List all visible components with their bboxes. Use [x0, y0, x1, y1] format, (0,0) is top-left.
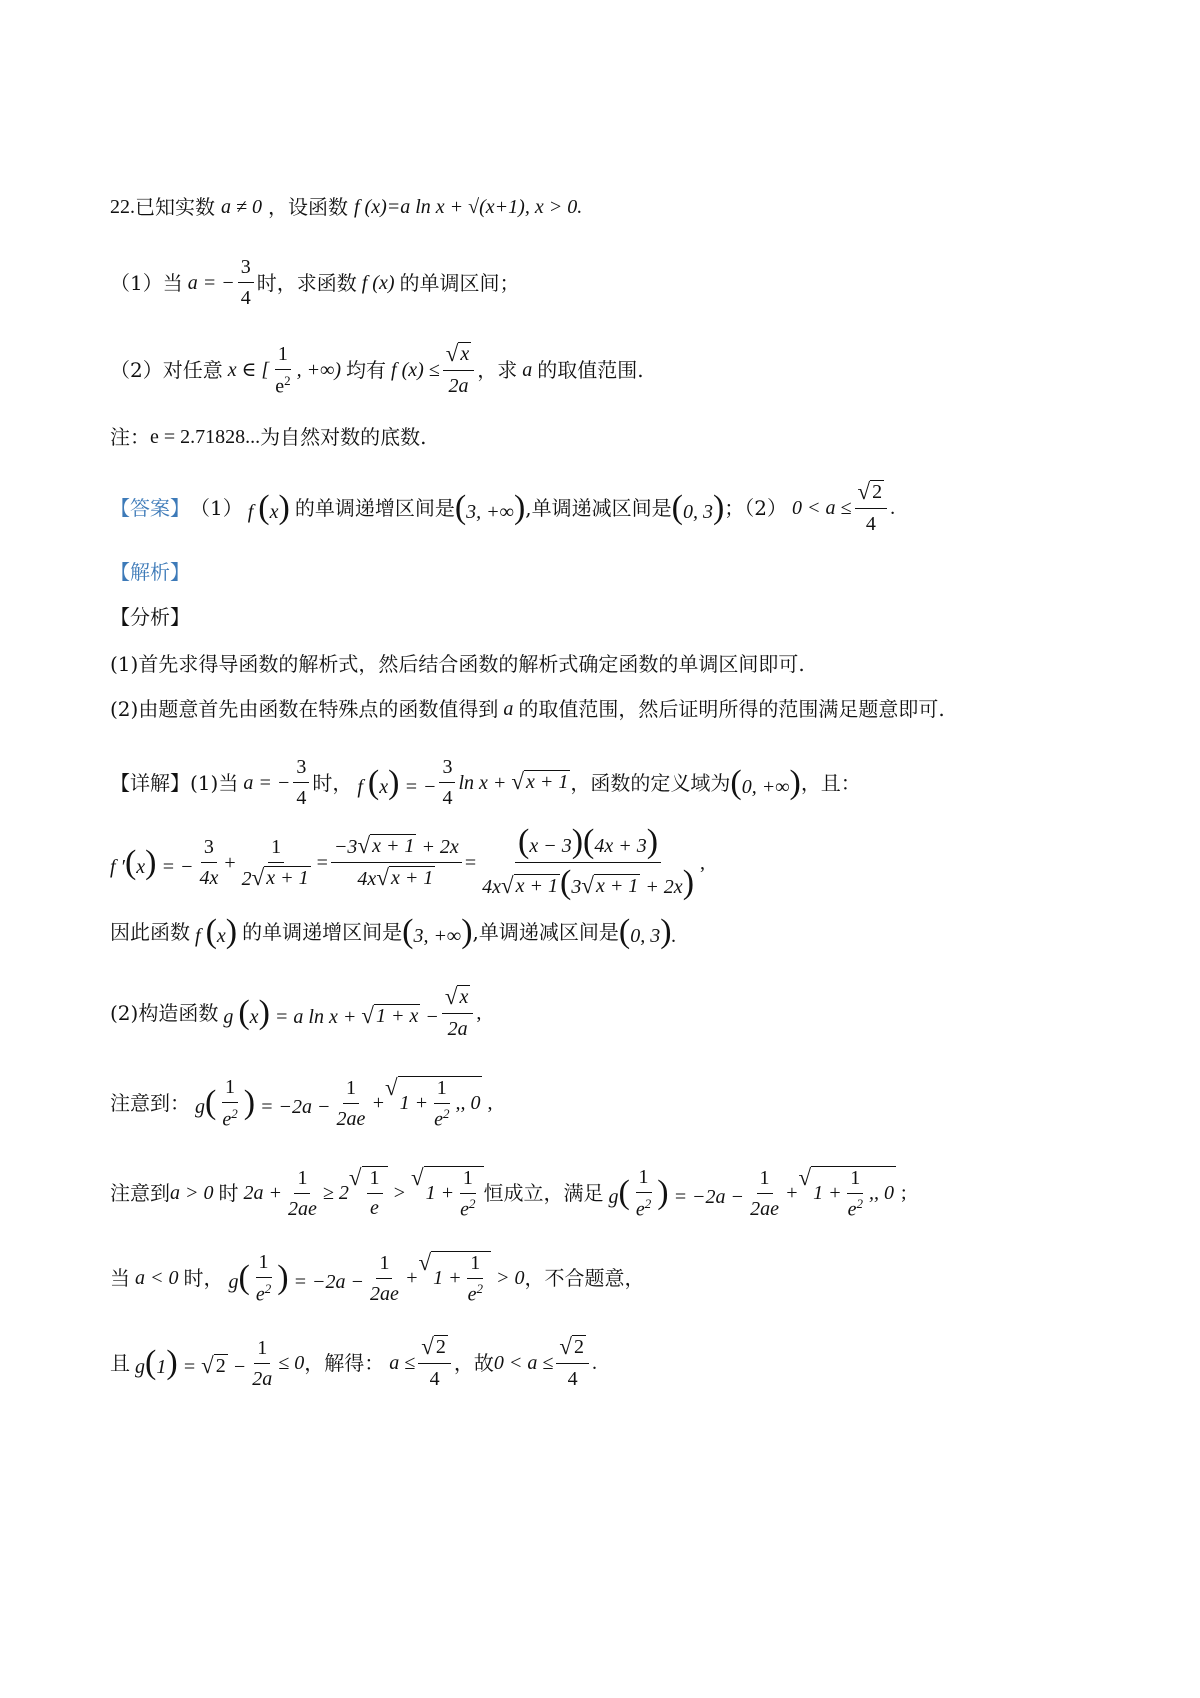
- stem-text: 已知实数: [135, 195, 215, 219]
- detail-l3-b: 的单调递增区间是: [242, 920, 403, 944]
- detail-line6: 注意到 a > 0 时 2a + $\frac{1}{2ae}$ ≥ 2 √ $\frac{1}{e}$ > √ 1 + $\frac{1}{e^2}$ 恒成立，满足 g( $\frac{1}{e^2}$ ) = −2a − $\frac{1}{2ae}$ + √ 1 + $\frac{1}{e^2}$ ,, 0 ;: [110, 1164, 907, 1221]
- detail-line4: (2)构造函数 g (x) = a ln x + √ 1 + x − √ x 2a ,: [110, 984, 482, 1040]
- analysis-line2-a: (2)由题意首先由函数在特殊点的函数值得到: [110, 697, 499, 721]
- note-text: 为自然对数的底数.: [260, 425, 427, 449]
- detail-l8-c: ，故: [453, 1351, 494, 1375]
- detail-l7-c: ，不合题意，: [524, 1266, 645, 1291]
- stem-cond: a ≠ 0: [221, 196, 262, 218]
- derivative: f ′(x) = − $\frac{3}{4x}$ + 1 2 √ x + 1 = −3 √ x + 1 + 2x 4x √ x + 1 = (x − 3)(4x + 3) 4x √ x + 1 (3 √ x + 1 + 2x) ,: [110, 823, 706, 901]
- part1: [110, 255, 1140, 310]
- g6-sqrt2: √ 1 + $\frac{1}{e^2}$: [411, 1166, 484, 1222]
- analysis-line2-b: 的取值范围，然后证明所得的范围满足题意即可.: [518, 697, 945, 721]
- detail-l1-b: 时，: [312, 770, 353, 795]
- d-fx: f (x) = −: [352, 763, 437, 801]
- e-value: e = 2.71828...: [150, 426, 261, 448]
- g6-frac2: $\frac{1}{e^2}$: [635, 1166, 652, 1221]
- gx-def: g (x) = a ln x + √ 1 + x −: [218, 994, 439, 1031]
- analysis-line1-text: (1)首先求得导函数的解析式，然后结合函数的解析式确定函数的单调区间即可.: [110, 652, 805, 676]
- detail-l1-d: ，且：: [800, 770, 861, 795]
- detail-l3-c: ,单调递减区间是: [472, 920, 619, 944]
- der-frac1: $\frac{3}{4x}$: [199, 836, 219, 889]
- period: .: [890, 497, 896, 519]
- f-le: f (x) ≤: [386, 359, 440, 382]
- part2-label: （2）对任意: [110, 358, 223, 383]
- d-frac-3-4: $\frac{3}{4}$: [293, 755, 309, 810]
- answer-label: 【答案】: [110, 496, 190, 520]
- part2-mid: 均有: [346, 358, 387, 383]
- interval-inc: (3, +∞): [454, 489, 526, 526]
- detail-line3: [110, 915, 1140, 949]
- note: [110, 425, 1140, 449]
- detail-l6-c: 恒成立，满足: [483, 1181, 604, 1206]
- g6-sqrt1: √ $\frac{1}{e}$: [349, 1166, 388, 1220]
- answer-p2: ；（2）: [724, 496, 788, 520]
- analysis-sub: [110, 605, 1140, 629]
- g6-frac3: $\frac{1}{2ae}$: [750, 1166, 779, 1220]
- g-frac: √ x 2a: [442, 985, 474, 1041]
- detail-l1-c: ，函数的定义域为: [570, 770, 731, 795]
- part1-text: 时，求函数: [256, 270, 357, 295]
- der-frac3: −3 √ x + 1 + 2x 4x √ x + 1: [331, 834, 462, 891]
- d-a: a = −: [238, 771, 291, 794]
- g7-frac1: $\frac{1}{e^2}$: [255, 1251, 272, 1306]
- part2: [110, 342, 1140, 399]
- g8-frac2: √ 2 4: [418, 1335, 451, 1391]
- problem-stem: [110, 195, 1140, 219]
- detail-line5: 注意到： g( $\frac{1}{e^2}$ ) = −2a − $\frac{1}{2ae}$ + √ 1 + $\frac{1}{e^2}$ ,, 0 ,: [110, 1074, 493, 1131]
- detail-l6-a: 注意到: [110, 1181, 170, 1206]
- detail-l7-a: 当: [110, 1266, 130, 1291]
- fraction-sqrtx-2a: √ x 2a: [443, 342, 475, 398]
- detail-l3-a: 因此函数: [110, 920, 190, 944]
- detail-line7: 当 a < 0 时， g( $\frac{1}{e^2}$ ) = −2a − $\frac{1}{2ae}$ + √ 1 + $\frac{1}{e^2}$ > 0 ，不合题意，: [110, 1249, 645, 1306]
- a-var2: a: [498, 698, 519, 720]
- fraction-sqrt2-4: √ 2 4: [855, 480, 888, 536]
- detail-l1-a: (1)当: [190, 770, 239, 795]
- x-in: x ∈ [: [222, 359, 270, 382]
- der-frac2: 1 2 √ x + 1: [241, 835, 309, 890]
- stem-func: f (x)=a ln x + √(x+1), x > 0.: [353, 196, 583, 218]
- problem-number: 22.: [110, 196, 135, 218]
- d3-inc: (3, +∞): [402, 913, 473, 950]
- analysis-sub-text: 【分析】: [110, 605, 190, 629]
- d3-dec: (0, 3).: [618, 913, 677, 950]
- analysis-label-text: 【解析】: [110, 560, 190, 584]
- d-frac-3-4b: $\frac{3}{4}$: [439, 755, 455, 810]
- d-domain: (0, +∞): [730, 763, 801, 801]
- answer-p1: （1）: [190, 496, 243, 520]
- analysis-line2: [110, 697, 1140, 721]
- g5-frac: $\frac{1}{e^2}$: [222, 1076, 238, 1131]
- d-ln: ln x + √ x + 1: [458, 769, 569, 794]
- der-frac4: (x − 3)(4x + 3) 4x √ x + 1 (3 √ x + 1 + 2x): [482, 823, 695, 901]
- a-var: a: [517, 359, 538, 382]
- answer: [110, 480, 1140, 536]
- part1-label: （1）当: [110, 270, 183, 295]
- part2-end: 的取值范围.: [537, 358, 644, 383]
- fraction-1-e2: $\frac{1}{e^2}$: [275, 343, 291, 398]
- g7-sqrt: √ 1 + $\frac{1}{e^2}$: [418, 1251, 491, 1307]
- part1-tail: 的单调区间；: [399, 270, 520, 295]
- answer-p1-mid: ,单调递减区间是: [525, 496, 672, 520]
- detail-line1: [110, 755, 1140, 810]
- analysis-label: [110, 560, 1140, 584]
- fprime: f ′(x) = −: [110, 843, 194, 881]
- g6-sqrt3: √ 1 + $\frac{1}{e^2}$ ,, 0: [798, 1164, 894, 1221]
- detail-l5-a: 注意到：: [110, 1091, 190, 1116]
- g8-frac1: $\frac{1}{2a}$: [252, 1336, 273, 1390]
- g7-frac2: $\frac{1}{2ae}$: [370, 1251, 399, 1305]
- answer-p1-text: 的单调递增区间是: [294, 496, 455, 520]
- ans-range: 0 < a ≤: [787, 497, 852, 519]
- g8-frac3: √ 2 4: [556, 1335, 589, 1391]
- d3-fx: f (x): [190, 913, 238, 950]
- stem-mid: ，设函数: [267, 195, 348, 219]
- detail-l7-b: 时，: [183, 1266, 224, 1291]
- detail-l8-b: ，解得：: [304, 1351, 385, 1375]
- detail-l4-a: (2)构造函数: [110, 1001, 219, 1025]
- part1-a: a = −: [182, 271, 235, 294]
- interval-end: , +∞): [296, 359, 347, 382]
- f-x: f (x): [356, 271, 400, 294]
- detail-label: 【详解】: [110, 770, 190, 795]
- g6-frac1: $\frac{1}{2ae}$: [288, 1166, 317, 1220]
- g5-frac2: $\frac{1}{2ae}$: [336, 1076, 366, 1130]
- g5-sqrt: √ 1 + $\frac{1}{e^2}$ ,, 0: [384, 1074, 481, 1131]
- part2-tail: ，求: [477, 358, 518, 383]
- detail-l8-a: 且: [110, 1351, 130, 1375]
- ans-fx: f (x): [242, 489, 290, 526]
- interval-dec: (0, 3): [671, 489, 725, 526]
- detail-line8: 且 g(1) = √ 2 − $\frac{1}{2a}$ ≤ 0 ，解得： a ≤ √ 2 4 ，故 0 < a ≤ √ 2 4 .: [110, 1334, 597, 1390]
- fraction-3-4: $\frac{3}{4}$: [238, 255, 254, 310]
- analysis-line1: [110, 652, 1140, 676]
- detail-l6-b: 时: [218, 1181, 239, 1206]
- note-label: 注：: [110, 425, 150, 449]
